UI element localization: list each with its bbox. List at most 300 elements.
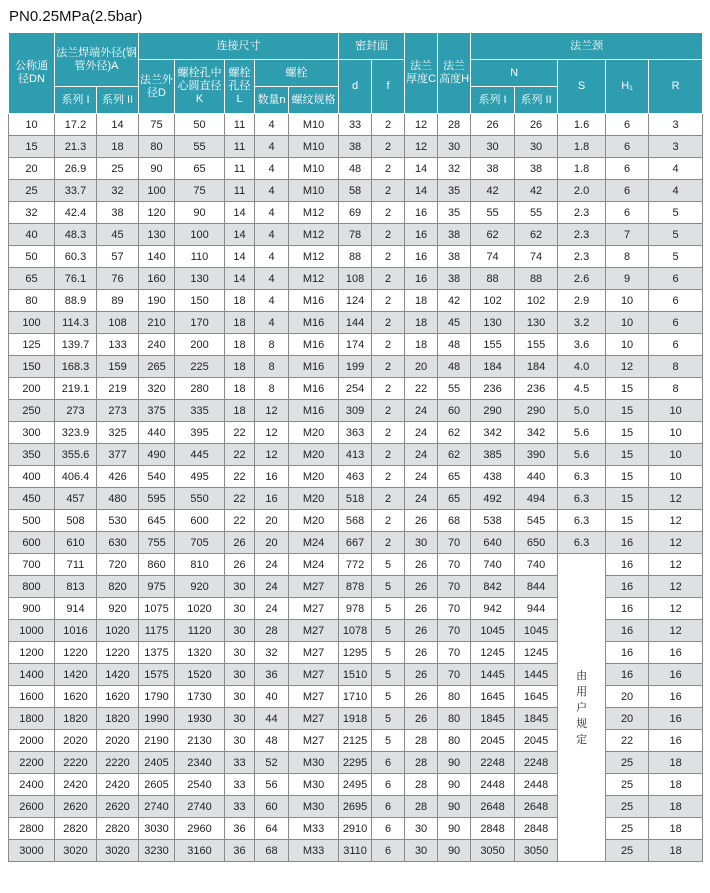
table-cell: 395 xyxy=(175,422,225,444)
table-cell: 3 xyxy=(649,114,703,136)
table-cell: 38 xyxy=(471,158,515,180)
table-cell: M12 xyxy=(289,268,339,290)
table-cell: 5 xyxy=(649,224,703,246)
table-cell: 2848 xyxy=(515,818,558,840)
table-header xyxy=(9,33,703,114)
table-cell: 210 xyxy=(139,312,175,334)
table-cell: 30 xyxy=(225,730,255,752)
table-row xyxy=(9,356,703,378)
table-cell: 22 xyxy=(225,488,255,510)
table-cell: 12 xyxy=(405,136,438,158)
table-cell: 8 xyxy=(606,246,649,268)
table-cell: 18 xyxy=(649,752,703,774)
table-cell: 22 xyxy=(225,466,255,488)
table-cell: 530 xyxy=(97,510,139,532)
table-cell: 75 xyxy=(139,114,175,136)
table-cell: M20 xyxy=(289,466,339,488)
table-cell: 2 xyxy=(372,356,405,378)
table-cell: 6 xyxy=(372,774,405,796)
header-bolt-spec: 螺纹规格 xyxy=(289,87,339,114)
header-l: 螺栓孔径L xyxy=(225,60,255,114)
header-seal-d: d xyxy=(339,60,372,114)
table-cell: 1918 xyxy=(339,708,372,730)
table-cell: 2960 xyxy=(175,818,225,840)
table-cell: 26 xyxy=(405,598,438,620)
table-cell: 25 xyxy=(606,752,649,774)
table-cell: 1000 xyxy=(9,620,55,642)
table-cell: 90 xyxy=(175,202,225,224)
table-cell: 155 xyxy=(471,334,515,356)
table-cell: 495 xyxy=(175,466,225,488)
table-cell: 3.6 xyxy=(558,334,606,356)
table-row xyxy=(9,180,703,202)
table-cell: 5.6 xyxy=(558,444,606,466)
table-cell: 12 xyxy=(255,400,289,422)
table-cell: 1930 xyxy=(175,708,225,730)
page-title: PN0.25MPa(2.5bar) xyxy=(9,8,143,25)
table-cell: 24 xyxy=(405,466,438,488)
table-cell: 1016 xyxy=(55,620,97,642)
table-cell: 3000 xyxy=(9,840,55,862)
table-cell: 16 xyxy=(255,488,289,510)
table-cell: 2740 xyxy=(175,796,225,818)
table-cell: 5 xyxy=(372,554,405,576)
table-cell: 3160 xyxy=(175,840,225,862)
table-row xyxy=(9,400,703,422)
table-cell: 8 xyxy=(255,378,289,400)
table-cell: 30 xyxy=(225,598,255,620)
table-cell: 3110 xyxy=(339,840,372,862)
table-cell: 30 xyxy=(225,664,255,686)
table-cell: 5.6 xyxy=(558,422,606,444)
table-cell: 16 xyxy=(606,576,649,598)
table-cell: 545 xyxy=(515,510,558,532)
table-cell: 65 xyxy=(438,466,471,488)
table-cell: 426 xyxy=(97,466,139,488)
table-cell: 1800 xyxy=(9,708,55,730)
table-cell: M27 xyxy=(289,576,339,598)
table-cell: M24 xyxy=(289,532,339,554)
table-cell: 64 xyxy=(255,818,289,840)
table-cell: 65 xyxy=(175,158,225,180)
table-cell: 48 xyxy=(339,158,372,180)
table-cell: 6 xyxy=(649,334,703,356)
table-cell: 14 xyxy=(225,202,255,224)
table-cell: 2220 xyxy=(97,752,139,774)
table-cell: 2220 xyxy=(55,752,97,774)
table-cell: 1710 xyxy=(339,686,372,708)
table-cell: 2695 xyxy=(339,796,372,818)
header-bolt-qty: 数量n xyxy=(255,87,289,114)
table-cell: 914 xyxy=(55,598,97,620)
table-cell: 645 xyxy=(139,510,175,532)
table-cell: 1730 xyxy=(175,686,225,708)
table-cell: 55 xyxy=(471,202,515,224)
table-cell: 14 xyxy=(405,158,438,180)
table-cell: 6 xyxy=(649,268,703,290)
table-row xyxy=(9,158,703,180)
table-cell: 755 xyxy=(139,532,175,554)
table-cell: 10 xyxy=(649,444,703,466)
table-cell: 944 xyxy=(515,598,558,620)
table-cell: 12 xyxy=(649,598,703,620)
table-cell: 6 xyxy=(606,202,649,224)
table-cell: 18 xyxy=(225,290,255,312)
table-cell: 30 xyxy=(225,576,255,598)
table-cell: 1620 xyxy=(55,686,97,708)
table-cell: M33 xyxy=(289,840,339,862)
table-cell: 18 xyxy=(649,840,703,862)
table-cell: 88 xyxy=(339,246,372,268)
table-cell: 11 xyxy=(225,180,255,202)
table-cell: 15 xyxy=(606,444,649,466)
table-cell: 1375 xyxy=(139,642,175,664)
table-cell: 20 xyxy=(255,532,289,554)
table-cell: 90 xyxy=(438,752,471,774)
table-cell: 15 xyxy=(9,136,55,158)
table-cell: 26 xyxy=(515,114,558,136)
table-cell: 70 xyxy=(438,532,471,554)
table-cell: 12 xyxy=(649,554,703,576)
table-cell: 2800 xyxy=(9,818,55,840)
table-cell: 18 xyxy=(405,312,438,334)
table-cell: 600 xyxy=(9,532,55,554)
table-cell: 22 xyxy=(225,422,255,444)
table-cell: 88 xyxy=(515,268,558,290)
table-cell: 2405 xyxy=(139,752,175,774)
table-cell: 6.3 xyxy=(558,466,606,488)
note-user-defined xyxy=(558,554,606,862)
table-cell: 11 xyxy=(225,136,255,158)
table-cell: 6.3 xyxy=(558,510,606,532)
table-cell: 1990 xyxy=(139,708,175,730)
table-cell: 15 xyxy=(606,466,649,488)
table-cell: 33 xyxy=(225,796,255,818)
table-row xyxy=(9,202,703,224)
table-cell: 55 xyxy=(438,378,471,400)
table-cell: 16 xyxy=(649,686,703,708)
table-cell: 2190 xyxy=(139,730,175,752)
table-cell: 16 xyxy=(405,268,438,290)
table-cell: 600 xyxy=(175,510,225,532)
table-cell: M27 xyxy=(289,598,339,620)
table-cell: 10 xyxy=(9,114,55,136)
table-cell: 30 xyxy=(225,620,255,642)
table-cell: 130 xyxy=(175,268,225,290)
table-row xyxy=(9,378,703,400)
table-cell: 4 xyxy=(255,114,289,136)
table-cell: 100 xyxy=(139,180,175,202)
table-cell: 16 xyxy=(606,554,649,576)
table-cell: 68 xyxy=(255,840,289,862)
table-cell: 14 xyxy=(225,246,255,268)
table-cell: 377 xyxy=(97,444,139,466)
table-cell: 130 xyxy=(471,312,515,334)
table-cell: 595 xyxy=(139,488,175,510)
table-cell: 28 xyxy=(255,620,289,642)
table-cell: 5 xyxy=(649,202,703,224)
table-cell: 6.3 xyxy=(558,532,606,554)
table-cell: 640 xyxy=(471,532,515,554)
table-cell: 2 xyxy=(372,114,405,136)
table-cell: 2045 xyxy=(515,730,558,752)
table-cell: 5 xyxy=(372,576,405,598)
table-cell: 273 xyxy=(97,400,139,422)
table-cell: 20 xyxy=(9,158,55,180)
table-cell: M10 xyxy=(289,158,339,180)
table-cell: 2 xyxy=(372,290,405,312)
table-cell: 18 xyxy=(405,334,438,356)
table-cell: 65 xyxy=(438,488,471,510)
table-cell: 1020 xyxy=(97,620,139,642)
table-cell: 11 xyxy=(225,158,255,180)
table-cell: 1445 xyxy=(471,664,515,686)
header-a-series2: 系列 II xyxy=(97,87,139,114)
table-cell: 2820 xyxy=(55,818,97,840)
table-cell: 88.9 xyxy=(55,290,97,312)
table-cell: 2020 xyxy=(55,730,97,752)
table-cell: 4 xyxy=(255,224,289,246)
table-cell: 280 xyxy=(175,378,225,400)
table-cell: 1295 xyxy=(339,642,372,664)
table-row xyxy=(9,334,703,356)
table-cell: 5 xyxy=(372,708,405,730)
table-cell: 2740 xyxy=(139,796,175,818)
table-cell: 5 xyxy=(372,598,405,620)
header-flange-outer-d: 法兰外径D xyxy=(139,60,175,114)
table-cell: 700 xyxy=(9,554,55,576)
table-cell: 10 xyxy=(606,312,649,334)
table-cell: 480 xyxy=(97,488,139,510)
table-cell: 38 xyxy=(515,158,558,180)
table-cell: 14 xyxy=(225,224,255,246)
table-cell: 290 xyxy=(471,400,515,422)
table-row xyxy=(9,488,703,510)
table-cell: 75 xyxy=(175,180,225,202)
table-row xyxy=(9,290,703,312)
table-cell: 450 xyxy=(9,488,55,510)
table-cell: 35 xyxy=(438,180,471,202)
table-cell: 254 xyxy=(339,378,372,400)
table-cell: 975 xyxy=(139,576,175,598)
table-cell: 102 xyxy=(515,290,558,312)
table-cell: 4 xyxy=(649,158,703,180)
table-cell: 10 xyxy=(649,422,703,444)
table-cell: 2420 xyxy=(55,774,97,796)
table-cell: 2448 xyxy=(471,774,515,796)
table-cell: 5 xyxy=(372,642,405,664)
table-cell: 6 xyxy=(649,312,703,334)
table-cell: 48.3 xyxy=(55,224,97,246)
table-cell: 16 xyxy=(606,532,649,554)
table-cell: 20 xyxy=(255,510,289,532)
table-cell: 6 xyxy=(372,818,405,840)
table-cell: 920 xyxy=(175,576,225,598)
table-cell: 80 xyxy=(438,730,471,752)
table-cell: 342 xyxy=(515,422,558,444)
table-cell: 6.3 xyxy=(558,488,606,510)
header-seal-f: f xyxy=(372,60,405,114)
table-cell: 70 xyxy=(438,664,471,686)
table-cell: 440 xyxy=(515,466,558,488)
table-cell: 1.6 xyxy=(558,114,606,136)
table-cell: 200 xyxy=(9,378,55,400)
table-cell: 6 xyxy=(606,136,649,158)
table-cell: 33 xyxy=(225,774,255,796)
table-cell: M27 xyxy=(289,708,339,730)
table-cell: 100 xyxy=(175,224,225,246)
table-cell: 3230 xyxy=(139,840,175,862)
table-cell: M10 xyxy=(289,180,339,202)
table-cell: 1845 xyxy=(515,708,558,730)
table-cell: 3 xyxy=(649,136,703,158)
table-cell: 48 xyxy=(255,730,289,752)
table-cell: 2 xyxy=(372,532,405,554)
table-cell: 70 xyxy=(438,620,471,642)
table-cell: 2 xyxy=(372,510,405,532)
table-cell: 265 xyxy=(139,356,175,378)
table-cell: 1245 xyxy=(471,642,515,664)
table-cell: 320 xyxy=(139,378,175,400)
header-seal: 密封面 xyxy=(339,33,405,60)
table-cell: 6 xyxy=(649,290,703,312)
table-cell: 3050 xyxy=(471,840,515,862)
table-cell: 4 xyxy=(255,268,289,290)
table-cell: 56 xyxy=(255,774,289,796)
table-cell: 2400 xyxy=(9,774,55,796)
table-cell: 80 xyxy=(438,708,471,730)
table-row xyxy=(9,554,703,576)
table-cell: 15 xyxy=(606,400,649,422)
table-cell: 1400 xyxy=(9,664,55,686)
table-cell: 80 xyxy=(9,290,55,312)
table-cell: 28 xyxy=(405,752,438,774)
table-cell: 2620 xyxy=(97,796,139,818)
table-cell: 25 xyxy=(606,774,649,796)
table-cell: 17.2 xyxy=(55,114,97,136)
table-cell: 55 xyxy=(175,136,225,158)
table-cell: 1510 xyxy=(339,664,372,686)
table-cell: 25 xyxy=(97,158,139,180)
table-cell: 199 xyxy=(339,356,372,378)
table-cell: 1645 xyxy=(515,686,558,708)
table-row xyxy=(9,312,703,334)
table-cell: 4.5 xyxy=(558,378,606,400)
table-cell: 2 xyxy=(372,224,405,246)
table-cell: 457 xyxy=(55,488,97,510)
table-cell: 130 xyxy=(139,224,175,246)
table-cell: 1020 xyxy=(175,598,225,620)
table-cell: 2820 xyxy=(97,818,139,840)
table-cell: 705 xyxy=(175,532,225,554)
table-cell: 2540 xyxy=(175,774,225,796)
table-cell: 24 xyxy=(255,576,289,598)
table-cell: 494 xyxy=(515,488,558,510)
table-cell: 12 xyxy=(649,620,703,642)
table-cell: 2130 xyxy=(175,730,225,752)
table-cell: 1420 xyxy=(55,664,97,686)
table-cell: 1575 xyxy=(139,664,175,686)
table-cell: 6 xyxy=(606,114,649,136)
table-cell: 25 xyxy=(9,180,55,202)
table-cell: 24 xyxy=(405,422,438,444)
table-cell: 18 xyxy=(225,312,255,334)
table-cell: 2 xyxy=(372,180,405,202)
table-cell: 772 xyxy=(339,554,372,576)
table-cell: 5 xyxy=(649,246,703,268)
table-cell: 720 xyxy=(97,554,139,576)
table-cell: 16 xyxy=(255,466,289,488)
table-cell: M16 xyxy=(289,290,339,312)
table-row xyxy=(9,268,703,290)
table-cell: 406.4 xyxy=(55,466,97,488)
table-cell: 490 xyxy=(139,444,175,466)
table-row xyxy=(9,444,703,466)
table-cell: 62 xyxy=(438,422,471,444)
header-h1: H₁ xyxy=(606,60,649,114)
table-cell: 16 xyxy=(606,598,649,620)
table-cell: M24 xyxy=(289,554,339,576)
table-cell: 62 xyxy=(471,224,515,246)
table-cell: 90 xyxy=(139,158,175,180)
table-cell: 550 xyxy=(175,488,225,510)
table-cell: 42 xyxy=(471,180,515,202)
table-cell: 2 xyxy=(372,136,405,158)
table-cell: 6 xyxy=(606,180,649,202)
table-cell: 12 xyxy=(405,114,438,136)
table-cell: 3030 xyxy=(139,818,175,840)
table-cell: 12 xyxy=(649,576,703,598)
table-cell: 48 xyxy=(438,334,471,356)
table-cell: 10 xyxy=(606,290,649,312)
table-cell: 1220 xyxy=(55,642,97,664)
table-cell: 26 xyxy=(405,642,438,664)
table-cell: 508 xyxy=(55,510,97,532)
header-s: S xyxy=(558,60,606,114)
table-cell: M16 xyxy=(289,312,339,334)
flange-dimension-table xyxy=(8,32,703,862)
table-cell: 413 xyxy=(339,444,372,466)
header-n: N xyxy=(471,60,558,87)
table-cell: 1790 xyxy=(139,686,175,708)
table-cell: 90 xyxy=(438,774,471,796)
table-cell: 4 xyxy=(255,180,289,202)
table-cell: 1075 xyxy=(139,598,175,620)
table-cell: 90 xyxy=(438,818,471,840)
table-cell: 28 xyxy=(405,730,438,752)
table-cell: 26 xyxy=(405,686,438,708)
table-cell: 18 xyxy=(225,400,255,422)
table-cell: M10 xyxy=(289,136,339,158)
table-cell: 2648 xyxy=(515,796,558,818)
table-cell: 48 xyxy=(438,356,471,378)
table-cell: 438 xyxy=(471,466,515,488)
table-cell: 30 xyxy=(438,136,471,158)
table-cell: 2248 xyxy=(515,752,558,774)
table-cell: 174 xyxy=(339,334,372,356)
table-cell: 1200 xyxy=(9,642,55,664)
table-cell: 70 xyxy=(438,642,471,664)
table-cell: M20 xyxy=(289,422,339,444)
table-cell: 12 xyxy=(649,532,703,554)
table-cell: 4 xyxy=(255,202,289,224)
table-cell: M20 xyxy=(289,510,339,532)
table-cell: M30 xyxy=(289,752,339,774)
table-cell: 5 xyxy=(372,730,405,752)
table-cell: 667 xyxy=(339,532,372,554)
table-cell: 26 xyxy=(405,554,438,576)
table-cell: M20 xyxy=(289,444,339,466)
